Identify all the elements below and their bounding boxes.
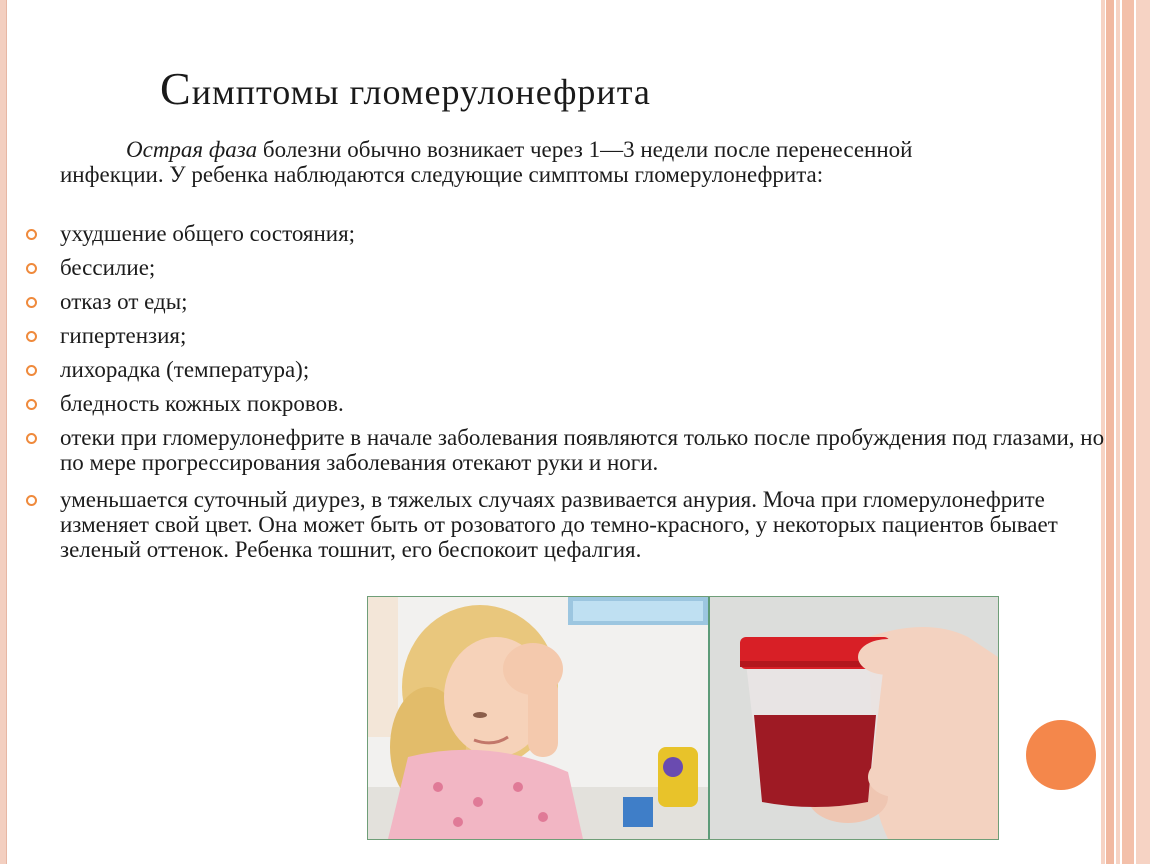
list-item-text: ухудшение общего состояния; — [60, 221, 356, 246]
right-decor-stripe — [1106, 0, 1114, 864]
urine-sample-photo — [710, 597, 998, 839]
list-item-text: гипертензия; — [60, 323, 187, 348]
title-text: имптомы гломерулонефрита — [191, 72, 651, 112]
bullet-circle-icon — [26, 433, 37, 444]
intro-italic-phrase: Острая фаза — [126, 137, 258, 162]
list-item-text: уменьшается суточный диурез, в тяжелых случаях развивается анурия. Моча при гломерулонефрите изменяет свой цвет. Она может быть от розоватого до темно-красного, у некоторых пациентов бывает зеленый оттенок. Ребенка тошнит, его беспокоит цефалгия. — [60, 487, 1058, 562]
list-item — [60, 391, 1105, 416]
right-decor-stripe — [1116, 0, 1120, 864]
bullet-circle-icon — [26, 297, 37, 308]
title-first-letter: С — [160, 63, 192, 114]
decorative-circle — [1026, 720, 1096, 790]
list-item — [60, 289, 1105, 314]
list-item — [60, 487, 1105, 562]
photo-collage — [368, 597, 998, 839]
slide-title — [160, 62, 651, 115]
bullet-circle-icon — [26, 229, 37, 240]
list-item-text: отказ от еды; — [60, 289, 188, 314]
photo-divider — [708, 597, 710, 839]
intro-paragraph — [60, 137, 1020, 187]
list-item — [60, 323, 1105, 348]
left-frame-line — [6, 0, 7, 864]
list-item — [60, 425, 1105, 475]
bullet-circle-icon — [26, 263, 37, 274]
symptom-list — [60, 221, 1105, 571]
list-item — [60, 357, 1105, 382]
illustration-photo — [367, 596, 999, 840]
bullet-circle-icon — [26, 399, 37, 410]
list-item — [60, 255, 1105, 280]
list-item — [60, 221, 1105, 246]
child-photo — [368, 597, 708, 839]
right-decor-stripe — [1136, 0, 1150, 864]
list-item-text: бледность кожных покровов. — [60, 391, 344, 416]
list-item-text: лихорадка (температура); — [60, 357, 310, 382]
list-item-text: отеки при гломерулонефрите в начале заболевания появляются только после пробуждения под глазами, но по мере прогрессирования заболевания отекают руки и ноги. — [60, 425, 1105, 475]
bullet-circle-icon — [26, 331, 37, 342]
right-decor-stripe — [1122, 0, 1134, 864]
intro-text: болезни обычно возникает через 1—3 недели после перенесенной инфекции. У ребенка наблюдаются следующие симптомы гломерулонефрита: — [60, 137, 913, 187]
list-item-text: бессилие; — [60, 255, 156, 280]
bullet-circle-icon — [26, 365, 37, 376]
bullet-circle-icon — [26, 495, 37, 506]
